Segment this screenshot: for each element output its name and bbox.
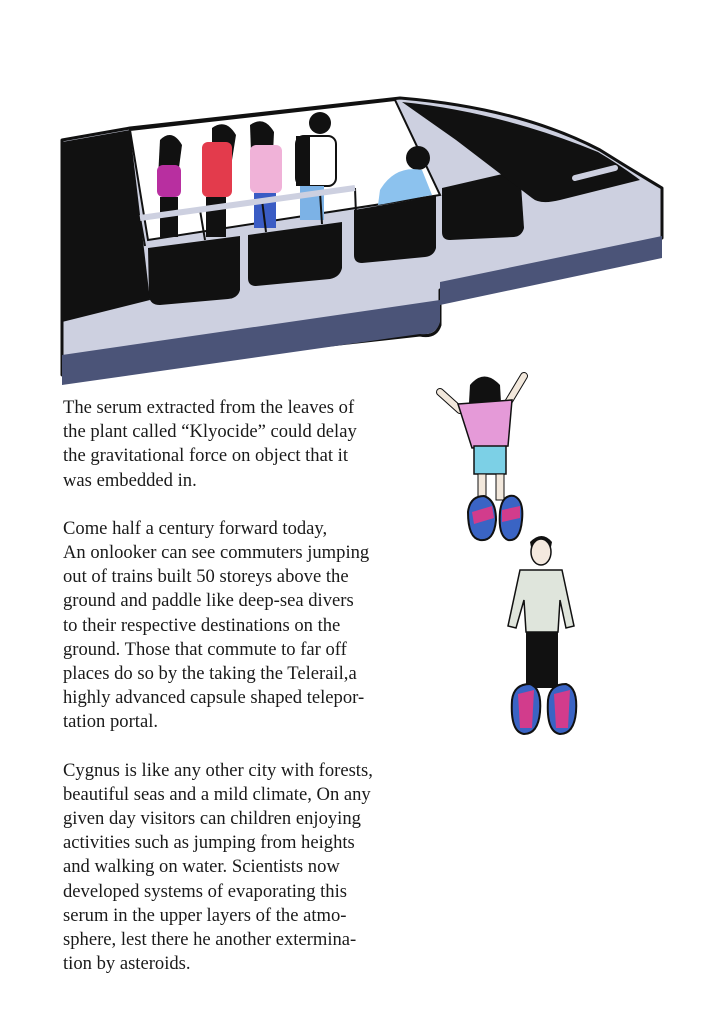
- paragraph-cygnus: Cygnus is like any other city with forests, beautiful seas and a mild climate, On any given day visitors can children enjoying activities such as jumping from heights and walking on water. Scientists now developed systems of evaporating this serum in the upper layers of the atmo- sphere, lest there he another extermina- tion by asteroids.: [63, 759, 373, 975]
- paragraph-commuters: Come half a century forward today, An onlooker can see commuters jumping out of trains built 50 storeys above the ground and paddle like deep-sea divers to their respective destinations on the ground. Those that commute to far off places do so by the taking the Telerail,a highly advanced capsule shaped telepor- tation portal.: [63, 517, 370, 733]
- girl-floating-illustration: [440, 376, 524, 540]
- man-floating-illustration: [508, 536, 576, 734]
- story-text: [63, 396, 433, 1000]
- paragraph-serum: The serum extracted from the leaves of the plant called “Klyocide” could delay the gravitational force on object that it was embedded in.: [63, 397, 357, 491]
